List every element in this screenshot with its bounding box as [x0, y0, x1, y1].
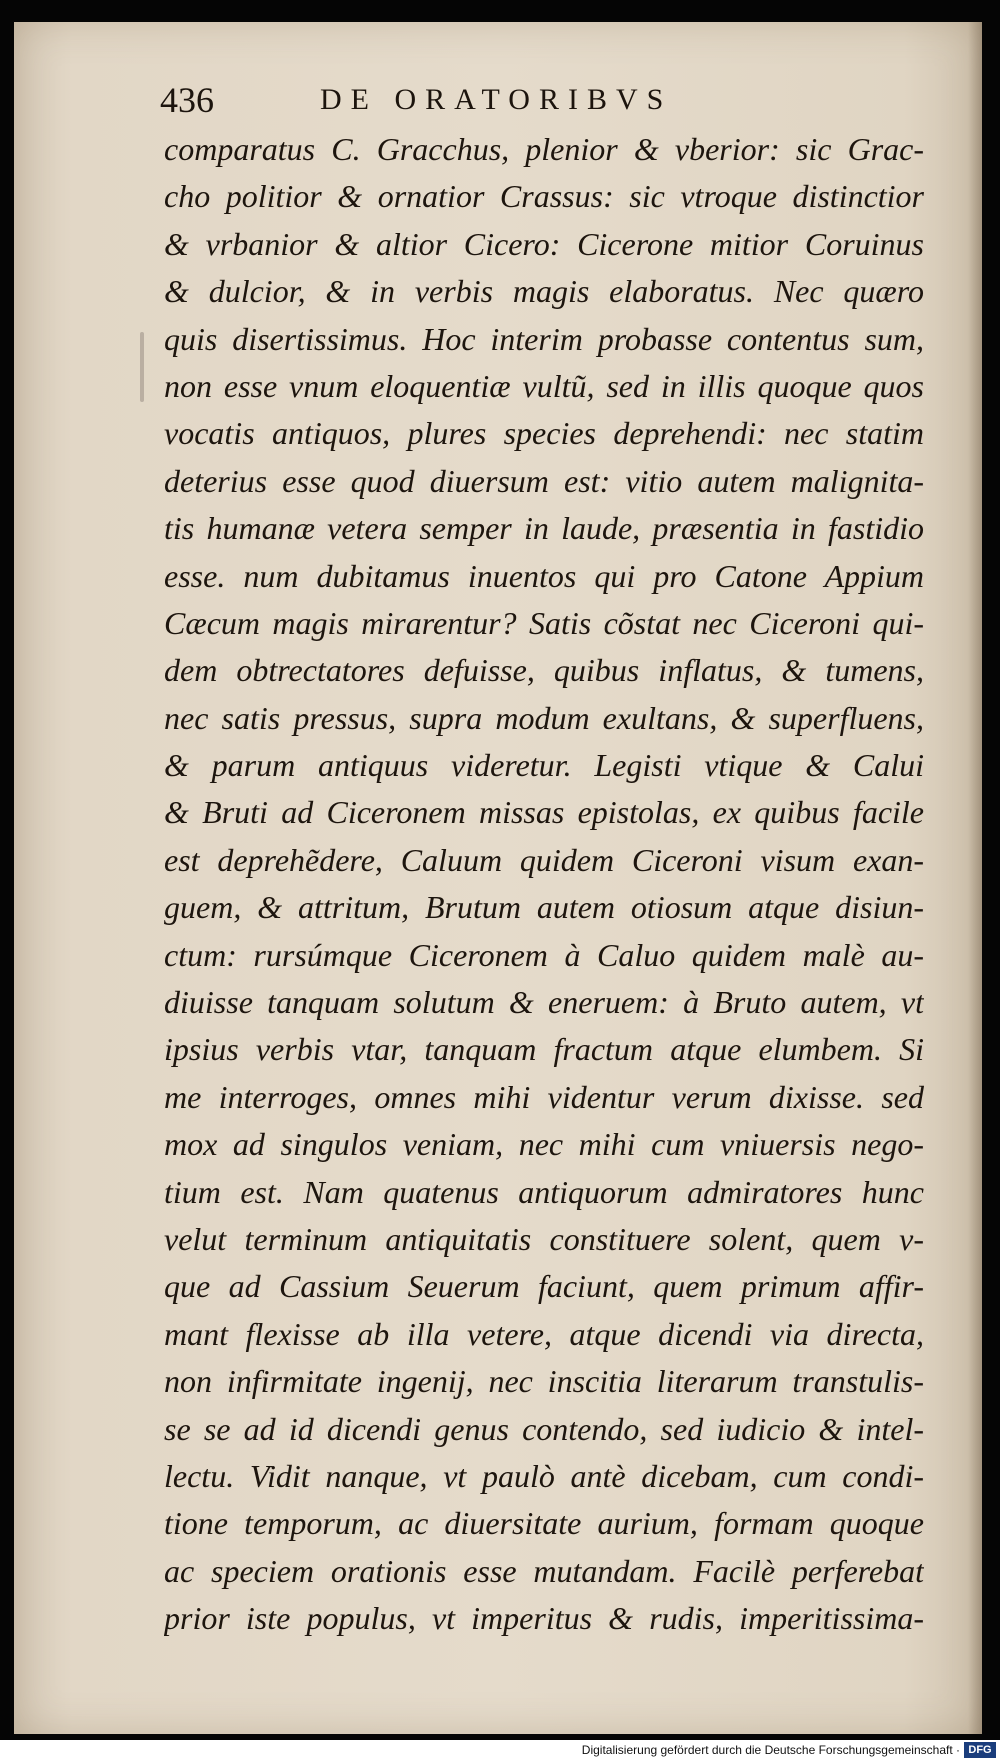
text-line: esse. num dubitamus inuentos qui pro Catone Appium: [164, 557, 924, 594]
text-line: guem, & attritum, Brutum autem otiosum atque disiun-: [164, 889, 924, 926]
text-line: velut terminum antiquitatis constituere solent, quem v-: [164, 1220, 924, 1257]
text-line: mant flexisse ab illa vetere, atque dicendi via directa,: [164, 1315, 924, 1352]
text-line: est deprehẽdere, Caluum quidem Ciceroni visum exan-: [164, 841, 924, 878]
dfg-logo: DFG: [964, 1742, 996, 1758]
text-line: diuisse tanquam solutum & eneruem: à Bruto autem, vt: [164, 984, 924, 1021]
text-line: lectu. Vidit nanque, vt paulò antè dicebam, cum condi-: [164, 1457, 924, 1494]
margin-mark: [140, 332, 144, 402]
body-text: [164, 126, 924, 1643]
digitization-credit: Digitalisierung gefördert durch die Deutsche Forschungsgemeinschaft ·: [581, 1743, 960, 1757]
text-line: & parum antiquus videretur. Legisti vtique & Calui: [164, 747, 924, 784]
text-line: & vrbanior & altior Cicero: Cicerone mitior Coruinus: [164, 225, 924, 262]
text-line: ipsius verbis vtar, tanquam fractum atque elumbem. Si: [164, 1031, 924, 1068]
text-line: comparatus C. Gracchus, plenior & vberior: sic Grac-: [164, 131, 924, 167]
running-head: [160, 70, 920, 130]
text-line: tium est. Nam quatenus antiquorum admiratores hunc: [164, 1173, 924, 1210]
text-line: non esse vnum eloquentiæ vultũ, sed in illis quoque quos: [164, 367, 924, 404]
text-line: nec satis pressus, supra modum exultans, & superfluens,: [164, 699, 924, 736]
text-line: & Bruti ad Ciceronem missas epistolas, ex quibus facile: [164, 794, 924, 831]
text-line: ctum: rursúmque Ciceronem à Caluo quidem malè au-: [164, 936, 924, 973]
text-line: cho politior & ornatior Crassus: sic vtroque distinctior: [164, 178, 924, 215]
text-line: non infirmitate ingenij, nec inscitia literarum transtulis-: [164, 1363, 924, 1400]
text-line: mox ad singulos veniam, nec mihi cum vniuersis nego-: [164, 1126, 924, 1163]
text-line: deterius esse quod diuersum est: vitio autem malignita-: [164, 462, 924, 499]
text-line: me interroges, omnes mihi videntur verum dixisse. sed: [164, 1078, 924, 1115]
text-line: que ad Cassium Seuerum faciunt, quem primum affir-: [164, 1268, 924, 1305]
text-line: quis disertissimus. Hoc interim probasse contentus sum,: [164, 320, 924, 357]
text-line: vocatis antiquos, plures species deprehendi: nec statim: [164, 415, 924, 452]
text-line: se se ad id dicendi genus contendo, sed iudicio & intel-: [164, 1410, 924, 1447]
running-head-title: DE ORATORIBVS: [320, 83, 673, 116]
page-edge-shadow: [968, 22, 982, 1734]
text-line: tis humanæ vetera semper in laude, præsentia in fastidio: [164, 510, 924, 547]
page-number: 436: [160, 80, 214, 120]
text-line: & dulcior, & in verbis magis elaboratus. Nec quæro: [164, 273, 924, 310]
text-line: dem obtrectatores defuisse, quibus inflatus, & tumens,: [164, 652, 924, 689]
text-line: prior iste populus, vt imperitus & rudis, imperitissima-: [164, 1600, 924, 1637]
text-line: Cæcum magis mirarentur? Satis cõstat nec Ciceroni qui-: [164, 604, 924, 641]
text-line: tione temporum, ac diuersitate aurium, formam quoque: [164, 1505, 924, 1542]
text-line: ac speciem orationis esse mutandam. Facilè perferebat: [164, 1552, 924, 1589]
